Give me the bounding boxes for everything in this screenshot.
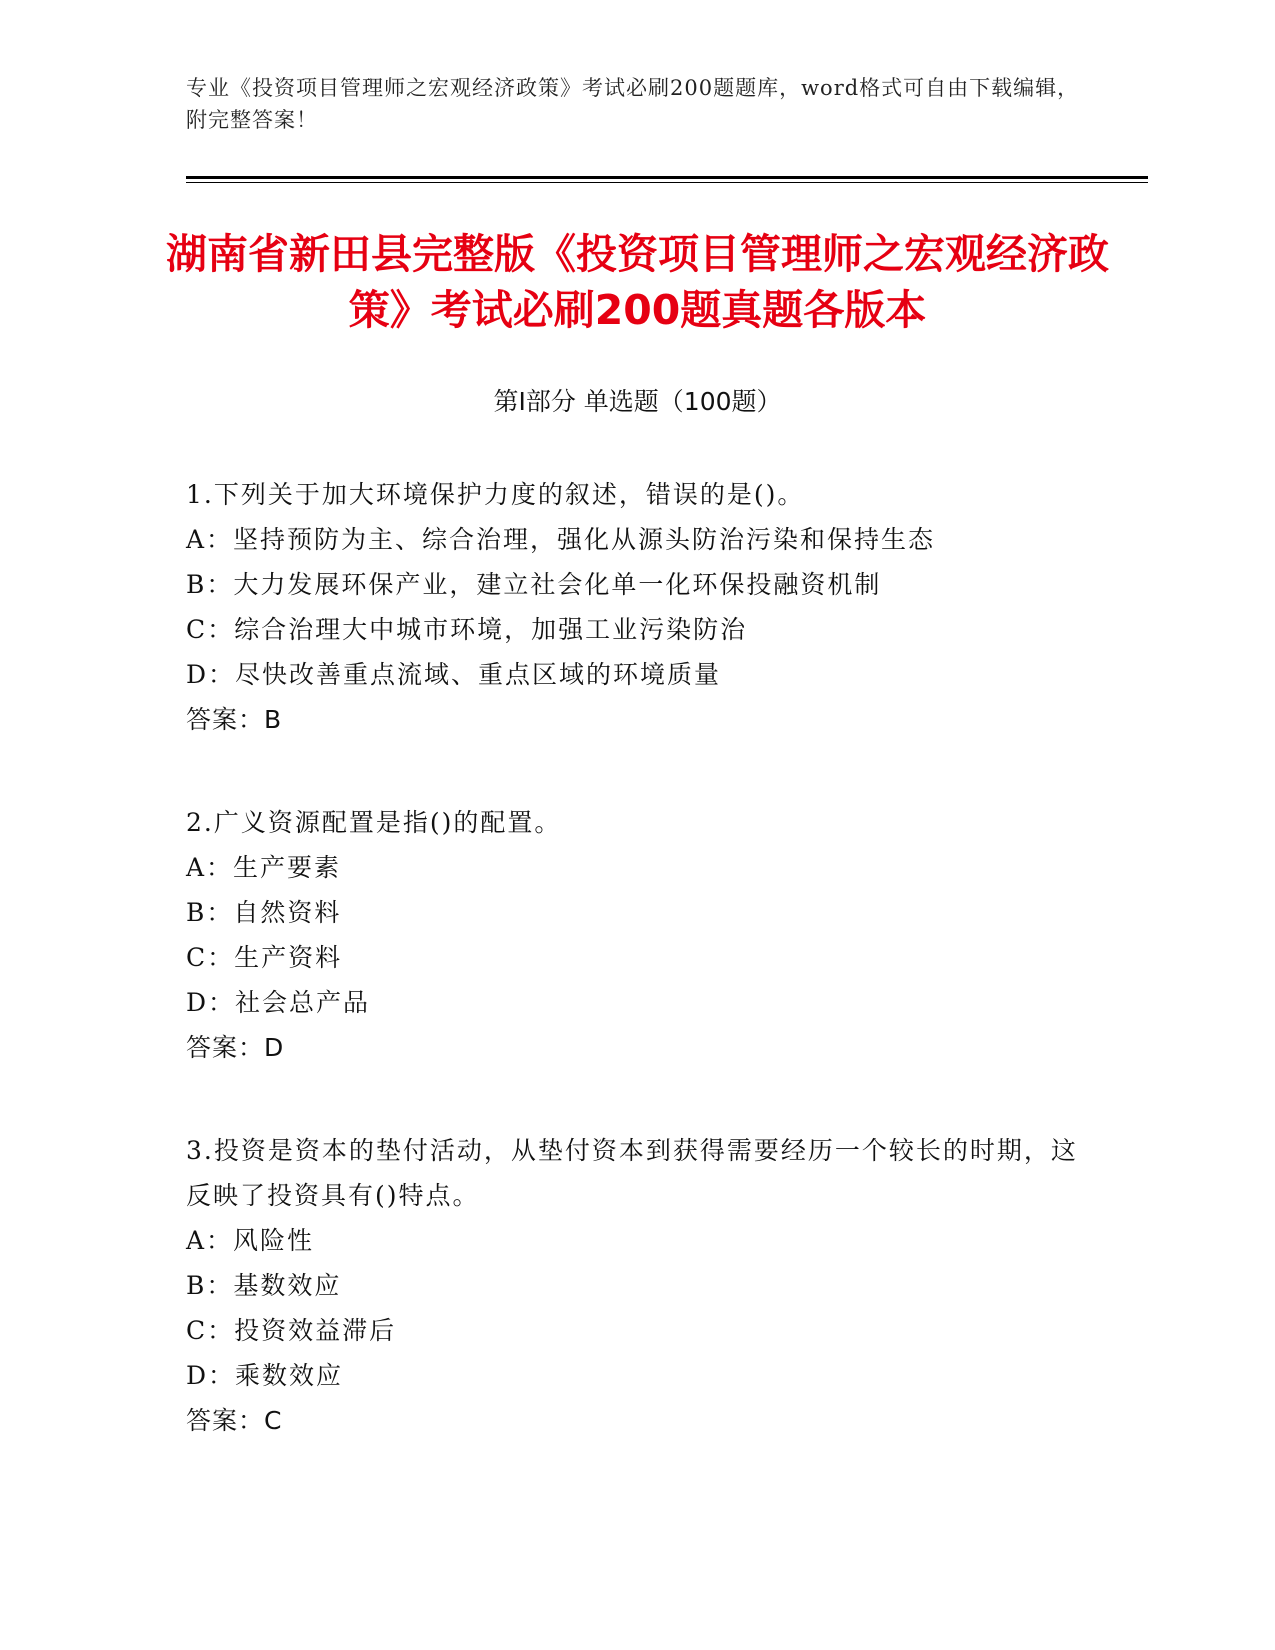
answer-text: 答案：C [186, 1406, 283, 1435]
document-title: 湖南省新田县完整版《投资项目管理师之宏观经济政策》考试必刷200题真题各版本 [166, 230, 1109, 334]
intro-text: 专业《投资项目管理师之宏观经济政策》考试必刷200题题库，word格式可自由下载编辑，附完整答案！ [186, 76, 1080, 132]
option-d: D：乘数效应 [186, 1361, 344, 1390]
header-divider-thin [186, 182, 1148, 183]
option-c: C：投资效益滞后 [186, 1316, 397, 1345]
answer-text: 答案：D [186, 1033, 285, 1062]
option-d: D：社会总产品 [186, 988, 371, 1017]
option-c: C：综合治理大中城市环境，加强工业污染防治 [186, 615, 748, 644]
option-d: D：尽快改善重点流域、重点区域的环境质量 [186, 660, 722, 689]
option-b: B：大力发展环保产业，建立社会化单一化环保投融资机制 [186, 570, 882, 599]
option-b: B：基数效应 [186, 1271, 342, 1300]
answer-text: 答案：B [186, 705, 283, 734]
option-b: B：自然资料 [186, 898, 342, 927]
question-1 [186, 472, 1086, 742]
section-heading: 第Ⅰ部分 单选题（100题） [493, 387, 782, 416]
question-2 [186, 800, 1086, 1070]
question-text: 1.下列关于加大环境保护力度的叙述，错误的是()。 [186, 480, 805, 509]
question-text: 3.投资是资本的垫付活动，从垫付资本到获得需要经历一个较长的时期，这反映了投资具有()特点。 [186, 1136, 1078, 1210]
option-c: C：生产资料 [186, 943, 343, 972]
question-text: 2.广义资源配置是指()的配置。 [186, 808, 562, 837]
question-list [186, 472, 1086, 1501]
header-divider-thick [186, 176, 1148, 179]
option-a: A：坚持预防为主、综合治理，强化从源头防治污染和保持生态 [186, 525, 936, 554]
option-a: A：风险性 [186, 1226, 315, 1255]
question-3 [186, 1128, 1086, 1443]
option-a: A：生产要素 [186, 853, 342, 882]
